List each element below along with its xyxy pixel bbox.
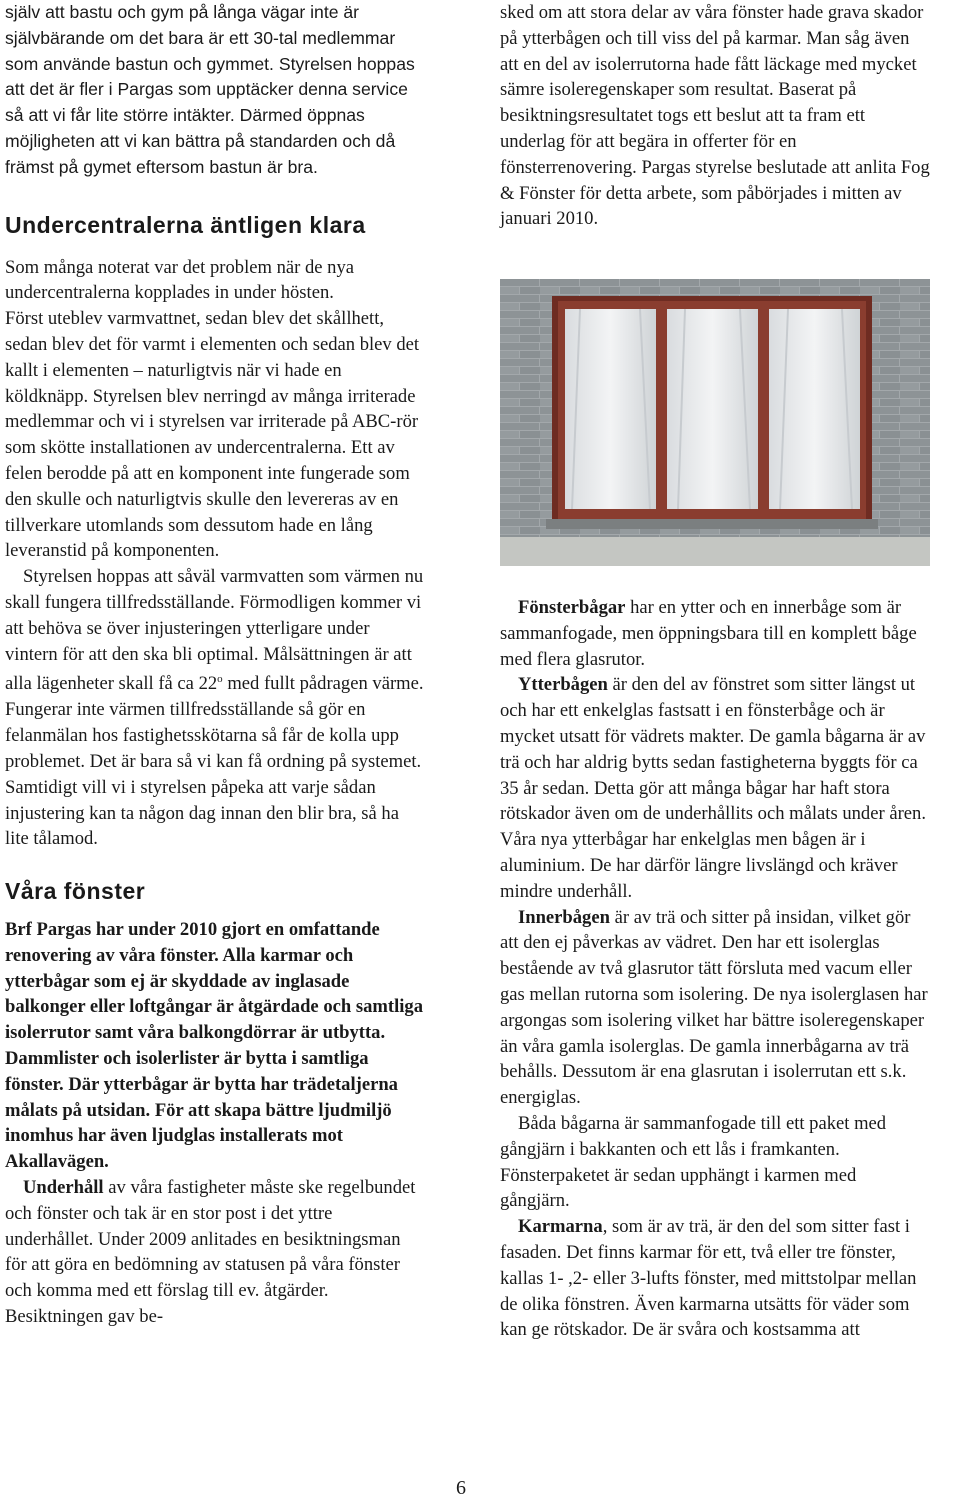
paragraph-bagarna: Båda bågarna är sammanfogade till ett paket med gångjärn i bakkanten och ett lås i framkanten. Fönsterpaketet är sedan upphängt i karmen med gångjärn. — [500, 1112, 887, 1212]
term-underhall: Underhåll — [23, 1177, 104, 1199]
heading-undercentralerna: Undercentralerna äntligen klara — [5, 211, 366, 238]
window-sill — [546, 519, 878, 529]
paragraph-innerbagen — [500, 905, 930, 1111]
paragraph-karmarna — [500, 1214, 930, 1343]
left-column — [5, 0, 425, 1330]
paragraph-renovering — [5, 917, 425, 1175]
paragraph-undercentralerna: Först uteblev varmvattnet, sedan blev det skållhett, sedan blev det för varmt i elementen och sedan blev det kallt i elementen – naturligtvis när vi hade en köldknäpp. Styrelsen blev nerringd av många irriterade medlemmar och vi i styrelsen var irriterade på ABC-rör som skötte installationen av undercentralerna. Ett av felen berodde på att en komponent inte fungerade som den skulle och naturligtvis skulle den levereras av en tillverkare utomlands som dessutom hade en lång leveranstid på komponenten. — [5, 308, 420, 562]
paragraph-ytterbagen — [500, 672, 930, 904]
rendered-wall — [500, 537, 930, 566]
term-karmarna: Karmarna — [518, 1216, 603, 1238]
paragraph-varmvatten — [5, 564, 425, 852]
page-number: 6 — [456, 1477, 466, 1499]
term-ytterbagen: Ytterbågen — [518, 674, 608, 696]
paragraph-underhall — [5, 1175, 425, 1330]
term-innerbagen: Innerbågen — [518, 906, 610, 928]
paragraph-undercentralerna-lead: Som många noterat var det problem när de nya undercentralerna kopplades in under hösten. — [5, 256, 355, 304]
right-column-bottom — [500, 595, 930, 1343]
paragraph-varmvatten-post: med fullt pådragen värme. Fungerar inte värmen tillfredsställande så gör en felanmälan hos fastighetsskötarna så får de kolla upp problemet. Det är bara så vi kan få ordning på systemet. Samtidigt vill vi i styrelsen påpeka att varje sådan injustering kan ta någon dag innan den blir bra, så ha lite tålamod. — [5, 673, 424, 850]
term-fonsterbagar: Fönsterbågar — [518, 597, 626, 618]
degree-sup: o — [217, 673, 223, 686]
paragraph-innerbagen-text: är av trä och sitter på insidan, vilket gör att den ej påverkas av vädret. Den har ett isolerglas bestående av två glasrutor tätt försluta med vacum eller gas mellan rutorna som isolering. De nya isolerglasen har argongas som isolering vilket har bättre isoleregenskaper än våra gamla isolerglas. De gamla innerbågarna av trä behålls. Dessutom är ena glasrutan i isolerrutan ett s.k. energiglas. — [500, 906, 928, 1109]
paragraph-underhall-text: av våra fastigheter måste ske regelbundet och fönster och tak är en stor post i det yttre underhållet. Under 2009 anlitades en besiktningsman för att göra en bedömning av statusen på våra fönster och komma med ett förslag till ev. åtgärder. Besiktningen gav be- — [5, 1177, 416, 1328]
paragraph-karmarna-text: , som är av trä, är den del som sitter fast i fasaden. Det finns karmar för ett, två eller tre fönster, kallas 1- ,2- eller 3-lufts fönster, med mittstolpar mellan de olika fönstren. Även karmarna utsätts för väder som kan ge rötskador. De är svåra och kostsamma att — [500, 1216, 917, 1341]
intro-paragraph: själv att bastu och gym på långa vägar inte är självbärande om det bara är ett 30-tal medlemmar som använde bastun och gymmet. Styrelsen hoppas att det är fler i Pargas som upptäcker denna service så att vi får lite större intäkter. Därmed öppnas möjligheten att vi kan bättra på standarden och då främst på gymet eftersom bastun är bra. — [5, 2, 415, 177]
heading-vara-fonster: Våra fönster — [5, 878, 146, 905]
right-column-top — [500, 0, 930, 232]
paragraph-varmvatten-pre: Styrelsen hoppas att såväl varmvatten som värmen nu skall fungera tillfredsställande. Förmodligen kommer vi att behöva se över injusteringen ytterligare under vintern för att den ska bli optimal. Målsättningen är att alla lägenheter skall få ca 22 — [5, 566, 424, 695]
renovering-bold-text: Brf Pargas har under 2010 gjort en omfattande renovering av våra fönster. Alla karmar och ytterbågar som ej är skyddade av inglasade balkonger eller loftgångar är åtgärdade och samtliga isolerrutor samt våra balkongdörrar är utbytta. Dammlister och isolerlister är bytta i samtliga fönster. Där ytterbågar är bytta har trädetaljerna målats på utsidan. För att skapa bättre ljudmiljö inomhus har även ljudglas installerats mot Akallavägen. — [5, 919, 423, 1173]
paragraph-fonsterbagar — [500, 595, 930, 672]
paragraph-fonsterbagar-text: har en ytter och en innerbåge som är sammanfogade, men öppningsbara till en komplett båge med flera glasrutor. — [500, 597, 917, 670]
paragraph-ytterbagen-text: är den del av fönstret som sitter längst ut och har ett enkelglas fastsatt i en fönsterbåge och är mycket utsatt för vädrets makter. De gamla bågarna är av trä och har aldrig bytts sedan fastigheterna byggts för ca 35 år sedan. Detta gör att många bågar har haft stora rötskador även om de underhållits och målats under åren. Våra nya ytterbågar har enkelglas men bågen är i aluminium. De har därför längre livslängd och kräver mindre underhåll. — [500, 674, 926, 902]
paragraph-besiktning: sked om att stora delar av våra fönster hade grava skador på ytterbågen och till viss del på karmar. Man såg även att en del av isolerrutorna hade fått läckage med mycket sämre isoleregenskaper som resultat. Baserat på besiktningsresultatet togs ett beslut att ta fram ett underlag för att begära in offerter för en fönsterrenovering. Pargas styrelse beslutade att anlita Fog & Fönster för detta arbete, som påbörjades i mitten av januari 2010. — [500, 2, 930, 230]
window-photo — [500, 279, 930, 566]
